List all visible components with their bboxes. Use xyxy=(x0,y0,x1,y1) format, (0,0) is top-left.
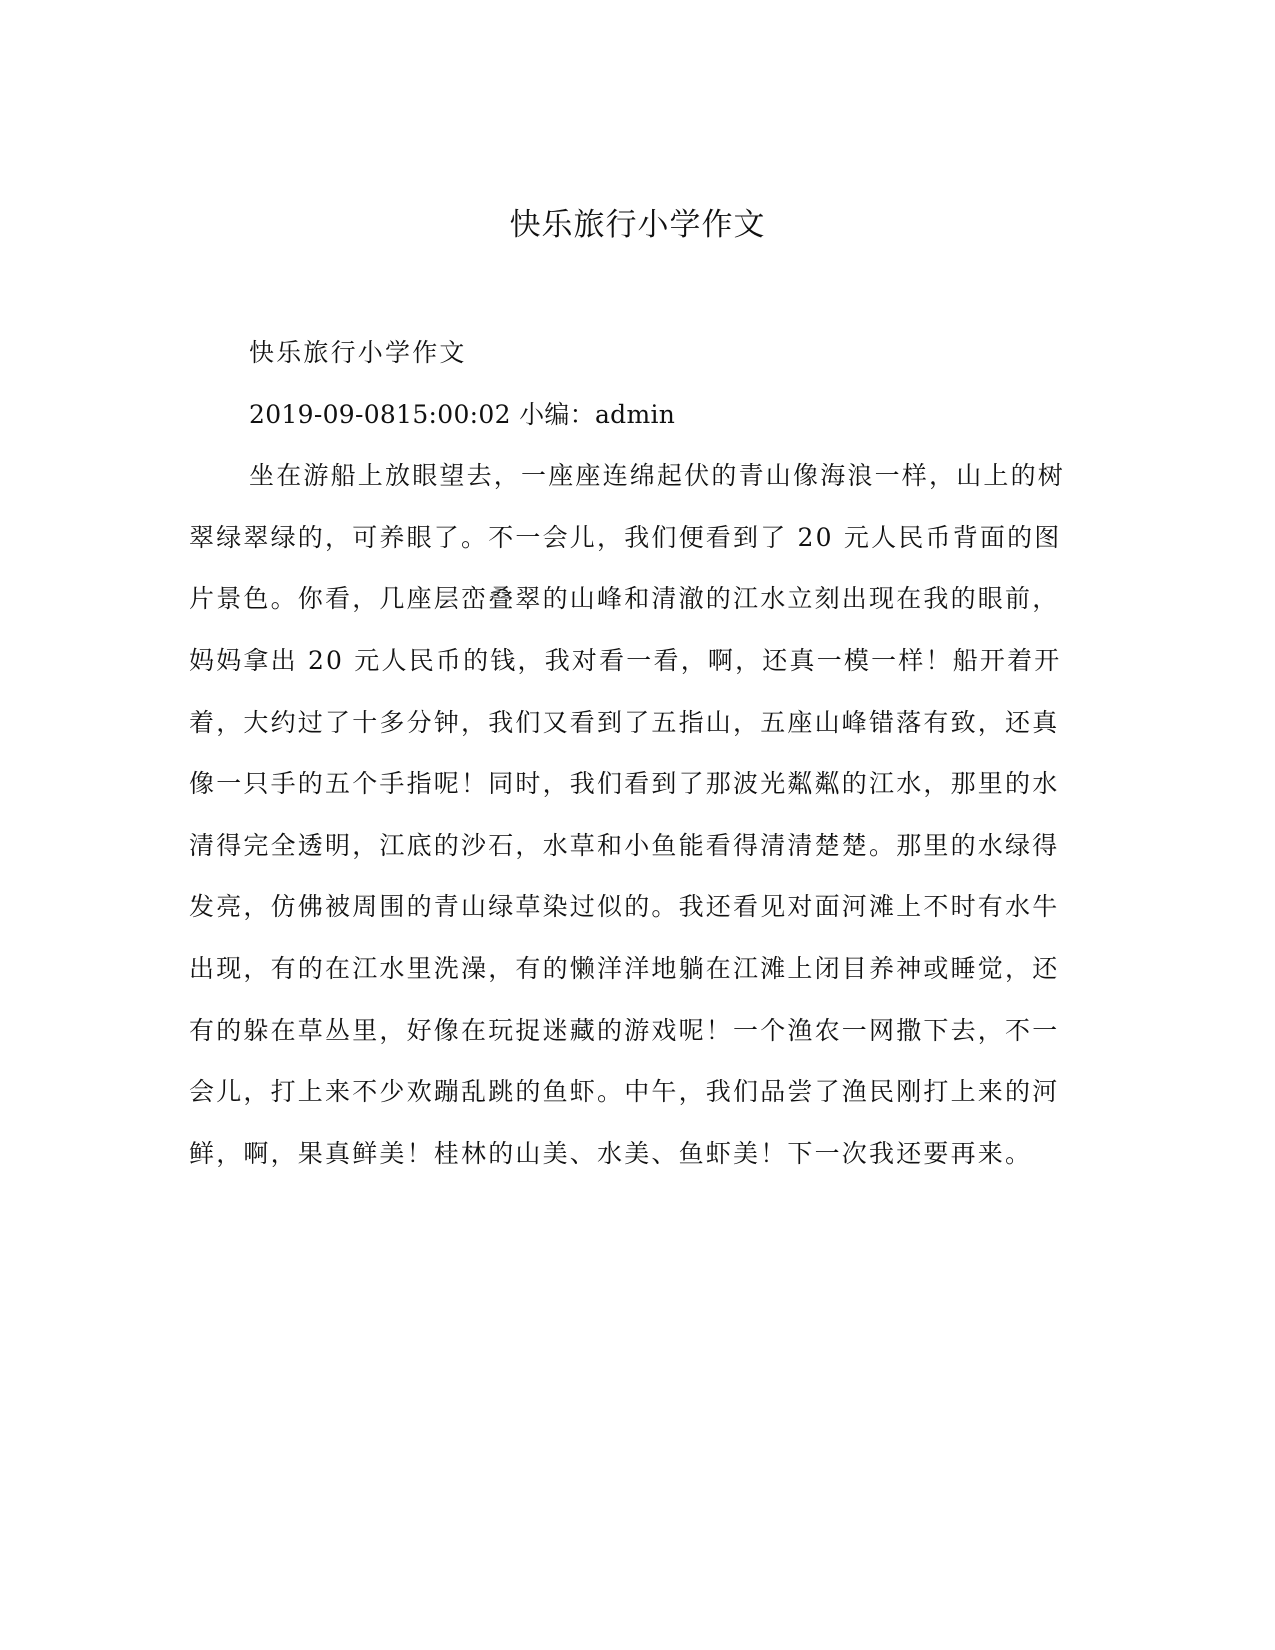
document-content xyxy=(189,322,1079,1184)
document-title: 快乐旅行小学作文 xyxy=(509,207,766,243)
meta-paragraph: 2019-09-0815:00:02 小编：admin xyxy=(249,399,676,429)
body-paragraph: 坐在游船上放眼望去，一座座连绵起伏的青山像海浪一样，山上的树翠绿翠绿的，可养眼了。不一会儿，我们便看到了 20 元人民币背面的图片景色。你看，几座层峦叠翠的山峰和清澈的江水立刻出现在我的眼前，妈妈拿出 20 元人民币的钱，我对看一看，啊，还真一模一样！船开着开着，大约过了十多分钟，我们又看到了五指山，五座山峰错落有致，还真像一只手的五个手指呢！同时，我们看到了那波光粼粼的江水，那里的水清得完全透明，江底的沙石，水草和小鱼能看得清清楚楚。那里的水绿得发亮，仿佛被周围的青山绿草染过似的。我还看见对面河滩上不时有水牛出现，有的在江水里洗澡，有的懒洋洋地躺在江滩上闭目养神或睡觉，还有的躲在草丛里，好像在玩捉迷藏的游戏呢！一个渔农一网撒下去，不一会儿，打上来不少欢蹦乱跳的鱼虾。中午，我们品尝了渔民刚打上来的河鲜，啊，果真鲜美！桂林的山美、水美、鱼虾美！下一次我还要再来。 xyxy=(189,461,1066,1168)
subtitle-paragraph: 快乐旅行小学作文 xyxy=(249,338,467,367)
